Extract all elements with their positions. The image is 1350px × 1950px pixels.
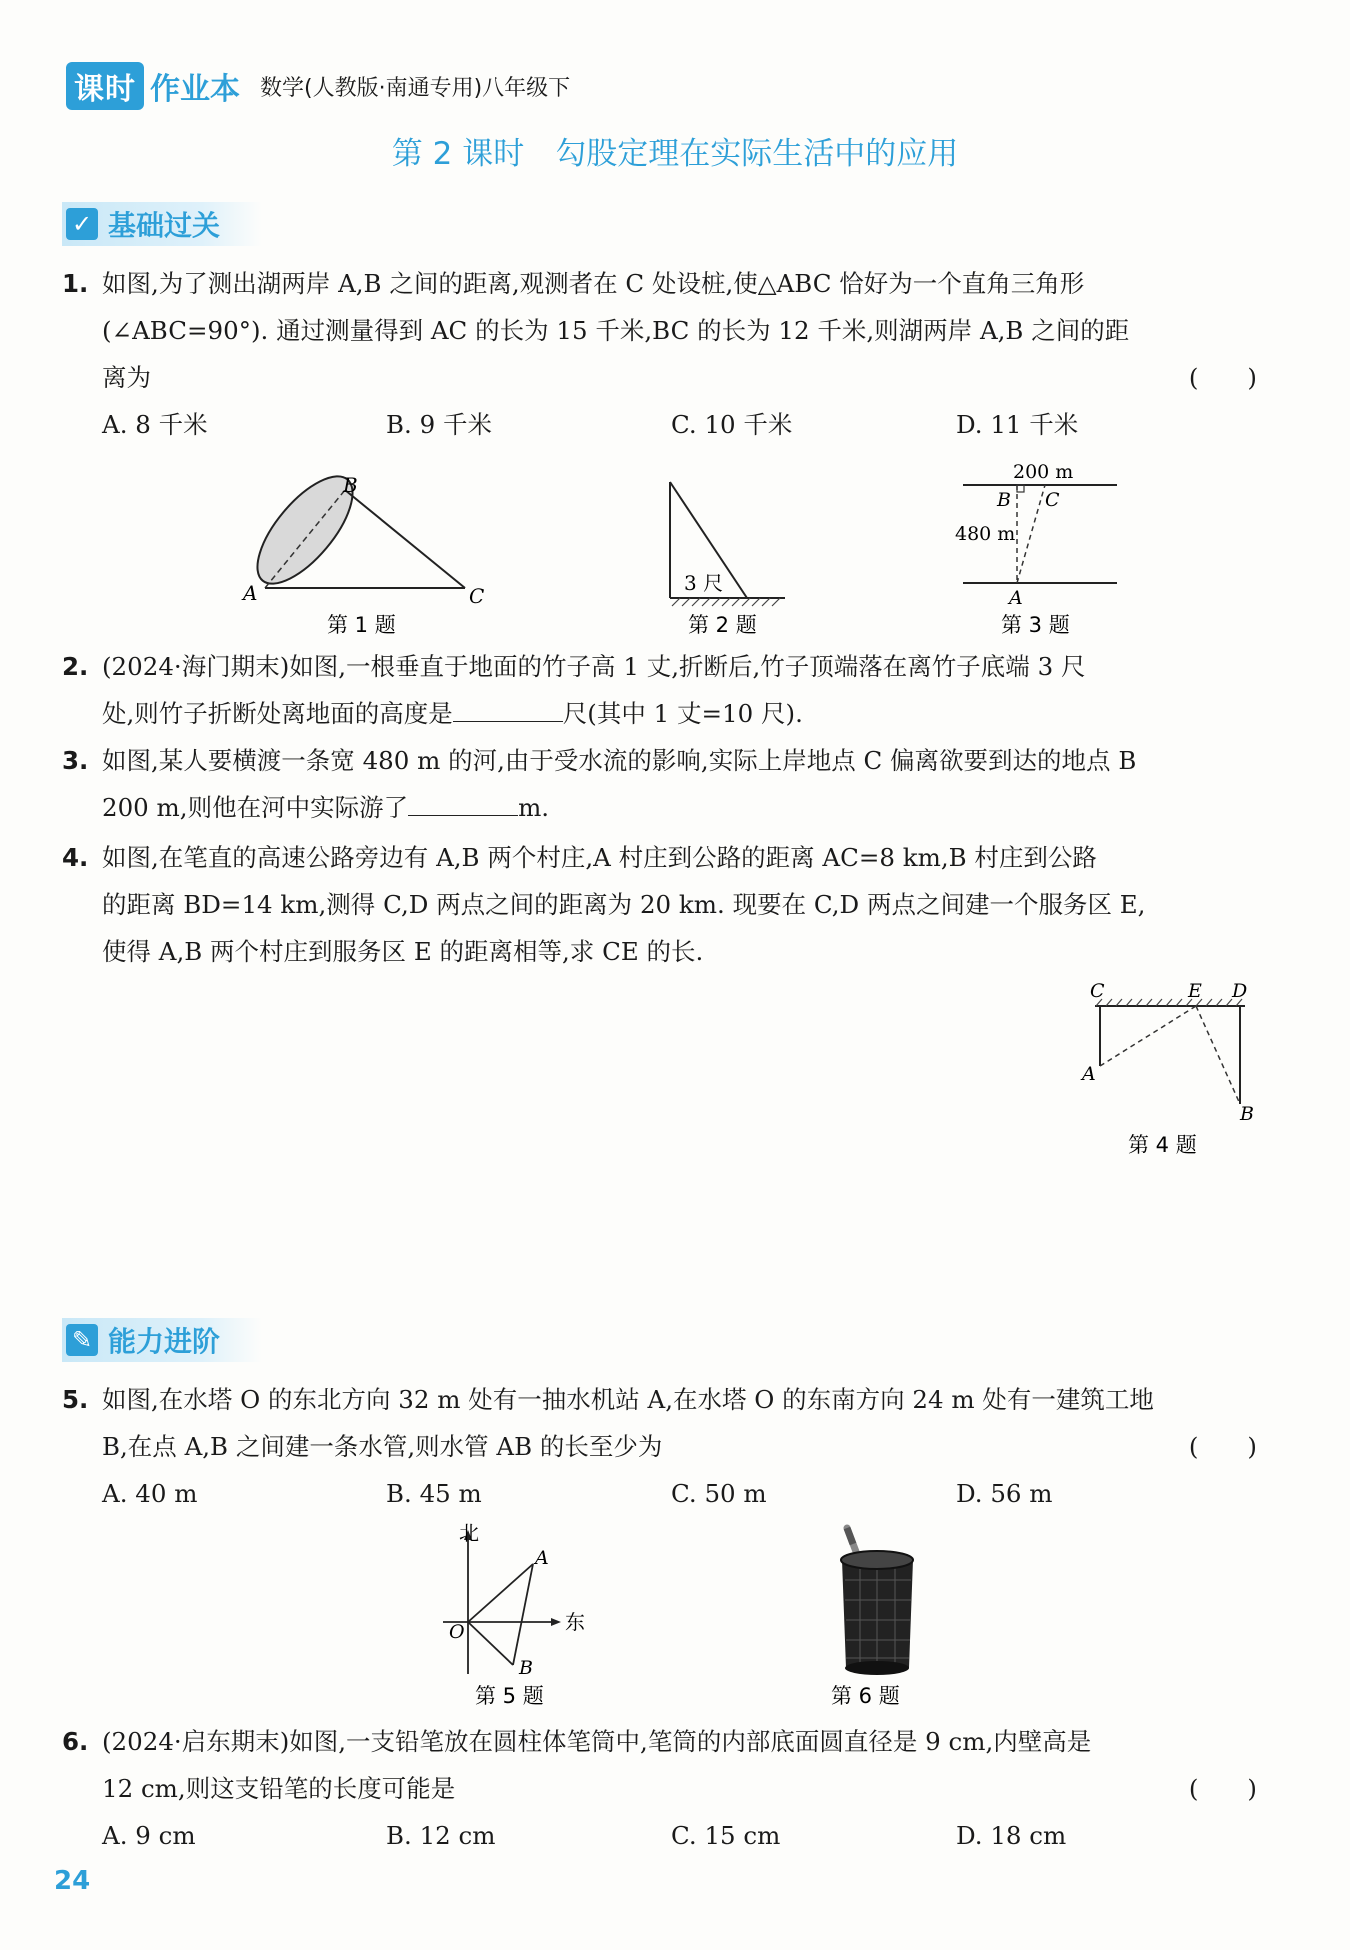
answer-paren: ( ) — [1188, 1432, 1257, 1461]
option-a: A. 40 m — [102, 1479, 198, 1508]
pen-holder-rim — [841, 1551, 913, 1569]
figure-1 — [235, 470, 495, 640]
question-number: 5. — [62, 1385, 89, 1414]
brand-logo: 课时 — [66, 62, 144, 110]
figure-caption: 第 3 题 — [1001, 613, 1070, 637]
answer-paren: ( ) — [1188, 1774, 1257, 1803]
question-3 — [62, 737, 1257, 831]
right-angle-mark — [1017, 485, 1024, 492]
question-text: 如图,为了测出湖两岸 A,B 之间的距离,观测者在 C 处设桩,使△ABC 恰好为一个直角三角形 — [102, 269, 1085, 298]
label-a: A — [535, 1547, 549, 1569]
options — [62, 1812, 1257, 1858]
section-advanced — [62, 1318, 262, 1362]
question-number: 3. — [62, 746, 89, 775]
figure-6 — [815, 1520, 965, 1710]
question-5 — [62, 1376, 1257, 1516]
segment-be — [1196, 1006, 1240, 1104]
segment-bc — [345, 490, 465, 588]
option-c: C. 50 m — [671, 1479, 767, 1508]
label-b: B — [1240, 1103, 1254, 1125]
answer-paren: ( ) — [1188, 363, 1257, 392]
label-a: A — [1082, 1063, 1096, 1085]
top-distance: 200 m — [1013, 461, 1074, 483]
option-c: C. 10 千米 — [671, 410, 793, 439]
figure-caption: 第 4 题 — [1128, 1133, 1197, 1157]
label-c: C — [1090, 980, 1105, 1002]
label-b: B — [343, 473, 358, 497]
highway-hatch — [1096, 999, 1242, 1006]
distance-label: 3 尺 — [684, 571, 724, 595]
side-distance: 480 m — [955, 523, 1016, 545]
figure-5 — [425, 1520, 605, 1710]
question-text: 200 m,则他在河中实际游了 — [102, 793, 409, 822]
question-text: B,在点 A,B 之间建一条水管,则水管 AB 的长至少为 — [102, 1432, 663, 1461]
question-text: (∠ABC=90°). 通过测量得到 AC 的长为 15 千米,BC 的长为 12 千米,则湖两岸 A,B 之间的距 — [102, 316, 1130, 345]
question-text: (2024·启东期末)如图,一支铅笔放在圆柱体笔筒中,笔筒的内部底面圆直径是 9 cm,内壁高是 — [102, 1727, 1092, 1756]
option-b: B. 45 m — [386, 1479, 482, 1508]
pencil-tip — [847, 1528, 853, 1544]
option-b: B. 12 cm — [386, 1821, 496, 1850]
options — [62, 401, 1257, 447]
pencil-icon: ✎ — [66, 1324, 98, 1356]
option-a: A. 8 千米 — [102, 410, 208, 439]
question-text: 尺(其中 1 丈=10 尺). — [562, 699, 803, 728]
question-4 — [62, 834, 1257, 975]
east-arrow-icon — [551, 1618, 561, 1626]
question-text: 离为 — [102, 363, 151, 392]
question-text: 如图,在笔直的高速公路旁边有 A,B 两个村庄,A 村庄到公路的距离 AC=8 km,B 村庄到公路 — [102, 843, 1097, 872]
question-text: 12 cm,则这支铅笔的长度可能是 — [102, 1774, 456, 1803]
section-basic — [62, 202, 262, 246]
segment-ob — [468, 1622, 513, 1665]
section-advanced-label: 能力进阶 — [108, 1325, 221, 1358]
question-text: m. — [518, 793, 550, 822]
question-number: 6. — [62, 1727, 89, 1756]
section-basic-label: 基础过关 — [108, 209, 221, 242]
question-text: (2024·海门期末)如图,一根垂直于地面的竹子高 1 丈,折断后,竹子顶端落在离竹子底端 3 尺 — [102, 652, 1086, 681]
question-number: 4. — [62, 843, 89, 872]
option-c: C. 15 cm — [671, 1821, 781, 1850]
label-d: D — [1232, 980, 1248, 1002]
brand-title: 作业本 — [150, 72, 240, 107]
question-text: 的距离 BD=14 km,测得 C,D 两点之间的距离为 20 km. 现要在 C,D 两点之间建一个服务区 E, — [102, 890, 1146, 919]
label-b: B — [997, 489, 1011, 511]
segment-ae — [1100, 1006, 1196, 1066]
ground-hatch — [672, 598, 780, 606]
book-subtitle: 数学(人教版·南通专用)八年级下 — [260, 75, 571, 101]
figure-caption: 第 5 题 — [475, 1684, 544, 1708]
east-label: 东 — [565, 1610, 585, 1634]
options — [62, 1470, 1257, 1516]
label-c: C — [469, 584, 485, 608]
lesson-title: 第 2 课时 勾股定理在实际生活中的应用 — [391, 136, 959, 172]
north-label: 北 — [459, 1521, 479, 1545]
label-a: A — [1009, 587, 1023, 609]
question-number: 2. — [62, 652, 89, 681]
figure-caption: 第 6 题 — [831, 1684, 900, 1708]
checkmark-icon: ✓ — [66, 208, 98, 240]
question-1 — [62, 260, 1257, 447]
figure-3 — [955, 455, 1135, 640]
label-c: C — [1045, 489, 1060, 511]
pen-holder-base — [845, 1661, 909, 1675]
label-a: A — [243, 581, 258, 605]
question-text: 如图,某人要横渡一条宽 480 m 的河,由于受水流的影响,实际上岸地点 C 偏离欲要到达的地点 B — [102, 746, 1137, 775]
option-d: D. 18 cm — [956, 1821, 1067, 1850]
segment-ac — [1017, 485, 1045, 583]
answer-blank[interactable] — [453, 691, 563, 722]
question-6 — [62, 1718, 1257, 1858]
figure-4 — [1080, 980, 1270, 1165]
answer-blank[interactable] — [408, 785, 518, 816]
figure-2 — [650, 470, 800, 640]
question-text: 使得 A,B 两个村庄到服务区 E 的距离相等,求 CE 的长. — [102, 937, 704, 966]
page-number: 24 — [54, 1866, 91, 1896]
label-o: O — [449, 1621, 465, 1643]
option-d: D. 11 千米 — [956, 410, 1079, 439]
question-number: 1. — [62, 269, 89, 298]
header-brand — [66, 62, 570, 110]
question-text: 如图,在水塔 O 的东北方向 32 m 处有一抽水机站 A,在水塔 O 的东南方向 24 m 处有一建筑工地 — [102, 1385, 1154, 1414]
question-2 — [62, 643, 1257, 737]
label-e: E — [1188, 980, 1202, 1002]
option-a: A. 9 cm — [102, 1821, 196, 1850]
option-b: B. 9 千米 — [386, 410, 492, 439]
label-b: B — [519, 1657, 533, 1679]
option-d: D. 56 m — [956, 1479, 1053, 1508]
question-text: 处,则竹子折断处离地面的高度是 — [102, 699, 453, 728]
figure-caption: 第 2 题 — [688, 613, 757, 637]
figure-caption: 第 1 题 — [327, 613, 396, 637]
